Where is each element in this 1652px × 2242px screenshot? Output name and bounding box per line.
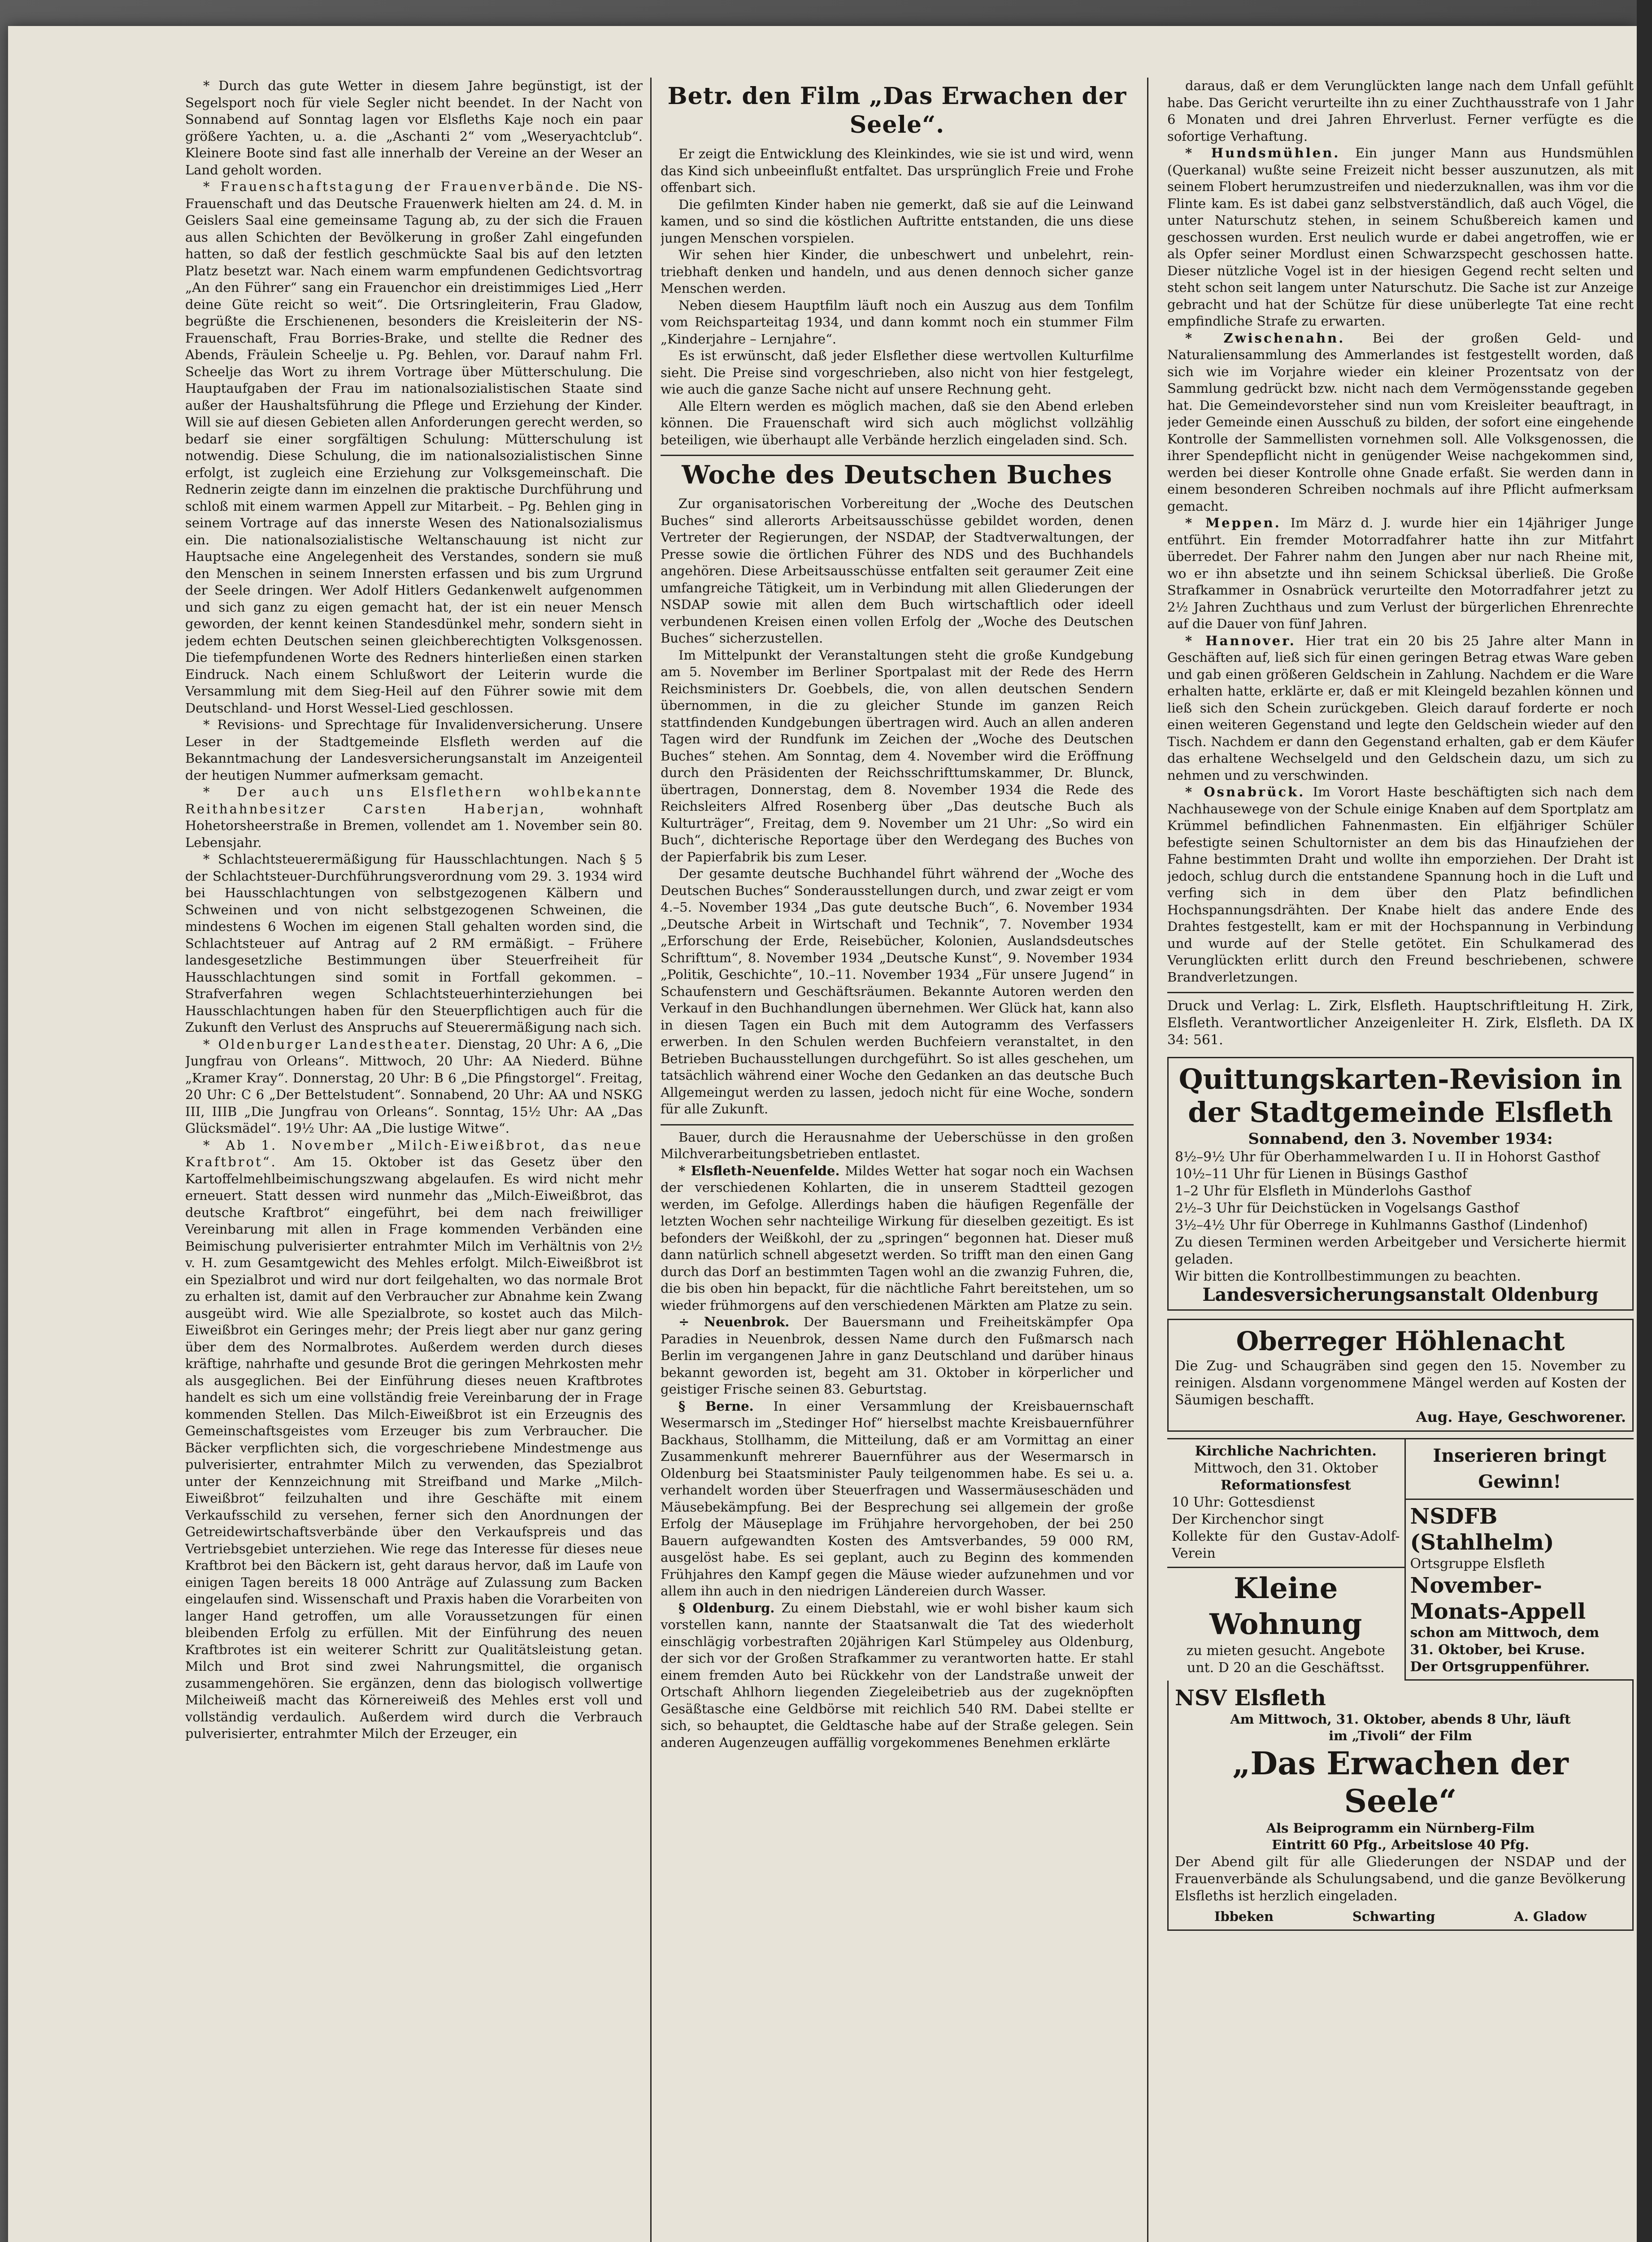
paragraph: Neben diesem Hauptfilm läuft noch ein Auszug aus dem Tonfilm vom Reichsparteitag 1934, und dann kommt noch ein stummer Film „Kinderjahre – Lernjahre“. (661, 297, 1134, 347)
paragraph: * Hannover. Hier trat ein 20 bis 25 Jahre alter Mann in Geschäften auf, ließ sich für einen geringen Betrag etwas Ware geben und gab einen größeren Geldschein in Zahlung. Nachdem er die Ware erhalten hatte, erklärte er, daß er mit Kleingeld bezahlen können und ließ sich den Schein zurückgeben. Gleich darauf forderte er noch einen weiteren Gegenstand und legte den Geldschein wieder auf den Tisch. Nachdem er dann den Gegenstand erhalten, gab er dem Käufer das erhaltene Wechselgeld und den Geldschein dazu, um sich zu nehmen und zu verschwinden. (1167, 633, 1634, 783)
ad-line: Eintritt 60 Pfg., Arbeitslose 40 Pfg. (1272, 1837, 1529, 1852)
ad-title: Kleine Wohnung (1209, 1571, 1362, 1641)
ad-line: 8½–9½ Uhr für Oberhammelwarden I u. II in Hohorst Gasthof (1175, 1149, 1600, 1165)
ad-signature: Aug. Haye, Geschworener. (1416, 1408, 1626, 1425)
paragraph: * Elsfleth-Neuenfelde. Mildes Wetter hat sogar noch ein Wachsen der verschiedenen Kohlarten, die in unserem Stadtteil gezogen werden, im Gefolge. Allerdings haben die häufigen Regenfälle der letzten Wochen sehr nachteilige Wirkung für dieselben gezeitigt. Es ist befonders der Weißkohl, der zu „springen“ begonnen hat. Dieser muß dann natürlich schnell abgesetzt werden. So trifft man den einen Gang durch das Dorf an bestimmten Tagen wohl an die zwanzig Fuhren, die, die bis oben hin bepackt, für die nächtliche Fahrt bereitstehen, um so wieder frühmorgens auf den verschiedenen Märkten am Platze zu sein. (661, 1163, 1134, 1313)
ad-title: Quittungskarten-Revision in der Stadtgemeinde Elsfleth (1178, 1063, 1622, 1129)
ad-title: NSDFB (Stahlhelm) (1410, 1503, 1554, 1555)
ad-line: Der Abend gilt für alle Gliederungen der NSDAP und der Frauenverbände als Schulungsabend, und die ganze Bevölkerung Elsfleths ist herzlich eingeladen. (1175, 1854, 1626, 1904)
ad-nsv-film (1167, 1681, 1634, 1931)
paragraph: * Zwischenahn. Bei der großen Geld- und Naturaliensammlung des Ammerlandes ist festgestellt worden, daß sich wie im Vorjahre wieder ein kleiner Prozentsatz von der Sammlung gedrückt bzw. nicht nach dem Vermögensstande gegeben hat. Die Gemeindevorsteher sind nun vom Kreisleiter beauftragt, in jeder Gemeinde einen Ausschuß zu bilden, der sofort eine eingehende Kontrolle der Sammellisten vornehmen soll. Alle Volksgenossen, die ihrer Spendepflicht nicht in genügender Weise nachgekommen sind, werden bei dieser Kontrolle ohne Gnade erfaßt. Sie werden dann in einem besonderen Schreiben nochmals auf ihre Pflicht aufmerksam gemacht. (1167, 330, 1634, 514)
ad-nsdfb (1406, 1500, 1634, 1681)
book-spine (1637, 0, 1652, 2242)
paragraph: daraus, daß er dem Verunglückten lange nach dem Unfall gefühlt habe. Das Gericht verurteilte ihn zu einer Zuchthausstrafe von 1 Jahr 6 Monaten und drei Jahren Ehrverlust. Ferner verfügte es die sofortige Verhaftung. (1167, 78, 1634, 144)
ad-date: Mittwoch, den 31. Oktober (1193, 1460, 1378, 1476)
ad-column-right (1406, 1439, 1634, 1681)
newspaper-page (8, 26, 1637, 2242)
column-left (185, 78, 643, 1742)
ad-inserieren: Inserieren bringt Gewinn! (1406, 1439, 1634, 1500)
ad-line: im „Tivoli“ der Film (1329, 1728, 1472, 1743)
ad-line: 31. Oktober, bei Kruse. (1410, 1642, 1585, 1658)
ad-line: Am Mittwoch, 31. Oktober, abends 8 Uhr, läuft (1230, 1711, 1571, 1727)
ad-title: Oberreger Höhlenacht (1236, 1326, 1565, 1356)
ad-text: Die Zug- und Schaugräben sind gegen den 15. November zu reinigen. Alsdann vorgenommene Mängel werden auf Kosten der Säumigen beschafft. (1175, 1358, 1626, 1408)
ad-line: Der Kirchenchor singt (1172, 1511, 1324, 1527)
paragraph: Bauer, durch die Herausnahme der Ueberschüsse in den großen Milchverarbeitungsbetrieben entlastet. (661, 1129, 1134, 1161)
imprint: Druck und Verlag: L. Zirk, Elsfleth. Hauptschriftleitung H. Zirk, Elsfleth. Verantwortlicher Anzeigenleiter H. Zirk, Elsfleth. DA IX 34: 561. (1167, 992, 1634, 1049)
paragraph: Er zeigt die Entwicklung des Kleinkindes, wie sie ist und wird, wenn das Kind sich unbeeinflußt entfaltet. Das ursprünglich Freie und Frohe offenbart sich. (661, 146, 1134, 195)
paragraph: * Osnabrück. Im Vorort Haste beschäftigten sich nach dem Nachhausewege von der Schule einige Knaben auf dem Sportplatz am Krümmel befindlichen Fahnenmasten. Ein elfjähriger Schüler befestigte seinen Schultornister an dem bis das Hinaufziehen der Fahne bestimmten Draht und wollte ihn emporziehen. Der Draht ist jedoch, schlug durch die entstandene Spannung hoch in die Luft und verfing sich in dem über den Platz befindlichen Hochspannungsdrähten. Der Knabe hielt das andere Ende des Drahtes festgestellt, kam er mit der Hochspannung in Verbindung und wurde auf der Stelle getötet. Ein Schulkamerad des Verunglückten erlitt durch den Freund beschriebenen, schwere Brandverletzungen. (1167, 784, 1634, 985)
column-middle (661, 78, 1134, 1751)
ad-line: unt. D 20 an die Geschäftsst. (1187, 1660, 1385, 1676)
ad-line: schon am Mittwoch, dem (1410, 1625, 1600, 1641)
paragraph: Die gefilmten Kinder haben nie gemerkt, daß sie auf die Leinwand kamen, und so sind die köstlichen Auftritte entstanden, die uns diese jungen Menschen vorspielen. (661, 196, 1134, 246)
ad-line: Kollekte für den Gustav-Adolf-Verein (1172, 1528, 1400, 1561)
ad-grid (1167, 1438, 1634, 1681)
ad-line: Der Ortsgruppenführer. (1410, 1659, 1590, 1675)
ad-line: zu mieten gesucht. Angebote (1186, 1642, 1385, 1659)
ad-line: 3½–4½ Uhr für Oberrege in Kuhlmanns Gasthof (Lindenhof) (1175, 1217, 1588, 1233)
column-rule-2 (1147, 78, 1148, 2242)
ad-event: Reformationsfest (1220, 1477, 1351, 1493)
paragraph: Alle Eltern werden es möglich machen, daß sie den Abend erleben können. Die Frauenschaft wird sich auch möglichst vollzählig beteiligen, wie überhaupt alle Verbände herzlich eingeladen sind. Sch. (661, 398, 1134, 448)
ad-line: Ortsgruppe Elsfleth (1410, 1555, 1545, 1572)
paragraph: § Oldenburg. Zu einem Diebstahl, wie er wohl bisher kaum sich vorstellen kann, nannte der Staatsanwalt die Tat des wiederholt einschlägig vorbestraften 20jährigen Karl Stümpeley aus Oldenburg, der sich vor der Großen Strafkammer zu verantworten hatte. Er stahl einem fremden Auto bei Rückkehr von der Landstraße unweit der Ortschaft Ahlhorn liegenden Ziegeleibetrieb aus der zugeknöpften Gesäßtasche eine Geldbörse mit reichlich 540 RM. Dabei stellte er sich, so behauptet, die Geldtasche habe auf der Straße gelegen. Sein anderen Augenzeugen auffällig vorgekommenes Benehmen erklärte (661, 1600, 1134, 1750)
ad-title: Kirchliche Nachrichten. (1195, 1443, 1377, 1459)
ad-line: 2½–3 Uhr für Deichstücken in Vogelsangs Gasthof (1175, 1200, 1519, 1216)
paragraph: Zur organisatorischen Vorbereitung der „Woche des Deutschen Buches“ sind allerorts Arbeitsausschüsse gebildet worden, denen Vertreter der Regierungen, der NSDAP, der Stadtverwaltungen, der Presse sowie die örtlichen Führer des NDS und des Buchhandels angehören. Diese Arbeitsausschüsse entfalten seit geraumer Zeit eine umfangreiche Tätigkeit, um in Verbindung mit allen Gliederungen der NSDAP sowie mit allen dem Buch wirtschaftlich oder ideell verbundenen Kreisen einen vollen Erfolg der „Woche des Deutschen Buches“ sicherzustellen. (661, 496, 1134, 646)
ad-date: Sonnabend, den 3. November 1934: (1248, 1130, 1553, 1148)
paragraph: Wir sehen hier Kinder, die unbeschwert und unbelehrt, rein-triebhaft denken und handeln, und aus denen dennoch sicher ganze Menschen werden. (661, 247, 1134, 296)
paragraph: * Frauenschaftstagung der Frauenverbände. Die NS-Frauenschaft und das Deutsche Frauenwerk hielten am 24. d. M. in Geislers Saal eine gemeinsame Tagung ab, zu der sich die Frauen aus allen Schichten der Bevölkerung in großer Zahl eingefunden hatten, so daß der festlich geschmückte Saal bis auf den letzten Platz besetzt war. Nach einem warm empfundenen Gedichtsvortrag „An den Führer“ sang ein Frauenchor ein dreistimmiges Lied „Herr deine Güte reicht so weit“. Die Ortsringleiterin, Frau Gladow, begrüßte die Erschienenen, besonders die Kreisleiterin der NS-Frauenschaft, Frau Borries-Brake, und stellte die Redner des Abends, Fräulein Scheelje u. Pg. Behlen, vor. Darauf nahm Frl. Scheelje das Wort zu ihrem Vortrage über Mütterschulung. Die Hauptaufgaben der Frau im nationalsozialistischen Staate sind außer der Haushaltsführung die Pflege und Erziehung der Kinder. Will sie auf diesen Gebieten allen Anforderungen gerecht werden, so bedarf sie einer sorgfältigen Schulung: Mütterschulung ist notwendig. Diese Schulung, die im nationalsozialistischen Sinne erfolgt, ist zugleich eine Erziehung zur Volksgemeinschaft. Die Rednerin zeigte dann im einzelnen die praktische Durchführung und schloß mit einem warmen Appell zur Mitarbeit. – Pg. Behlen ging in seinem Vortrage auf das innerste Wesen des Nationalsozialismus ein. Die nationalsozialistische Weltanschauung ist nicht zur Hauptsache eine Angelegenheit des Verstandes, sondern sie muß den Menschen in seinem Innersten erfassen und bis zum Urgrund der Seele dringen. Wer Adolf Hitlers Gedankenwelt aufgenommen und sich ganz zu eigen gemacht hat, der ist ein neuer Mensch geworden, der kennt keinen Standesdünkel mehr, sondern sieht in jedem echten Deutschen seinen gleichberechtigten Volksgenossen. Die tiefempfundenen Worte des Redners hinterließen einen starken Eindruck. Nach einem Schlußwort der Leiterin wurde die Versammlung mit dem Sieg-Heil auf den Führer sowie mit dem Deutschland- und Horst Wessel-Lied geschlossen. (185, 179, 643, 716)
ad-film-title: „Das Erwachen der Seele“ (1232, 1744, 1569, 1820)
paragraph: * Meppen. Im März d. J. wurde hier ein 14jähriger Junge entführt. Ein fremder Motorradfahrer hatte ihn zur Mitfahrt überredet. Der Fahrer nahm den Jungen aber nur nach Rheine mit, wo er ihn absetzte und ihn seinem Schicksal überließ. Die Große Strafkammer in Osnabrück verurteilte den Motorradfahrer jetzt zu 2½ Jahren Zuchthaus und zum Verlust der bürgerlichen Ehrenrechte auf die Dauer von fünf Jahren. (1167, 515, 1634, 631)
ad-signature: Landesversicherungsanstalt Oldenburg (1202, 1284, 1599, 1305)
ad-title: November-Monats-Appell (1410, 1573, 1586, 1624)
column-rule-1 (650, 78, 652, 2242)
paragraph: * Oldenburger Landestheater. Dienstag, 20 Uhr: A 6, „Die Jungfrau von Orleans“. Mittwoch, 20 Uhr: AA Niederd. Bühne „Kramer Kray“. Donnerstag, 20 Uhr: B 6 „Die Pfingstorgel“. Freitag, 20 Uhr: C 6 „Der Bettelstudent“. Sonnabend, 20 Uhr: AA und NSKG III, IIIB „Die Jungfrau von Orleans“. Sonntag, 15½ Uhr: AA „Das Glücksmädel“. 19½ Uhr: AA „Die lustige Witwe“. (185, 1036, 643, 1136)
ad-kirche (1167, 1439, 1406, 1681)
ad-line: 10 Uhr: Gottesdienst (1172, 1494, 1315, 1510)
ad-quittungskarten (1167, 1057, 1634, 1311)
paragraph: * Ab 1. November „Milch-Eiweißbrot, das neue Kraftbrot“. Am 15. Oktober ist das Gesetz über den Kartoffelmehlbeimischungszwang abgelaufen. Es wird nicht mehr erneuert. Statt dessen wird nunmehr das „Milch-Eiweißbrot, das deutsche Kraftbrot“ eingeführt, bei dem nach freiwilliger Vereinbarung mit allen in Frage kommenden Verbänden eine Beimischung pulverisierter entrahmter Milch im Verhältnis von 2½ v. H. zum Gesamtgewicht des Mehles erfolgt. Milch-Eiweißbrot ist ein Spezialbrot und wird nur dort feilgehalten, wo das normale Brot zu erhalten ist, damit auf den Verbraucher zur Abnahme kein Zwang ausgeübt wird. Wie alle Spezialbrote, so kostet auch das Milch-Eiweißbrot ein Geringes mehr; der Preis liegt aber nur ganz gering über dem des Normalbrotes. Außerdem werden durch dieses kräftige, nahrhafte und gesunde Brot die geringen Mehrkosten mehr als ausgeglichen. Bei der Einführung dieses neuen Kraftbrotes handelt es sich um eine vollständig freie Vereinbarung der in Frage kommenden Stellen. Das Milch-Eiweißbrot ist ein Erzeugnis des Gemeinschaftsgeistes vom Erzeuger bis zum Verbraucher. Die Bäcker verpflichten sich, die vorgeschriebene Mindestmenge aus pulverisierter, entrahmter Milch zu verwenden, das Spezialbrot unter der Kennzeichnung mit Streifband und Marke „Milch-Eiweißbrot“ feilzuhalten und ihre Geschäfte mit einem Verkaufsschild zu versehen, ferner sich den Anordnungen der Getreidewirtschaftsverbände über den Verkaufspreis und das Vertriebsgebiet unterziehen. Wie rege das Interesse für dieses neue Kraftbrot bei den Bäckern ist, geht daraus hervor, daß im Laufe von einigen Tagen bereits 18 000 Anträge auf Zulassung zum Backen eingelaufen sind. Wissenschaft und Praxis haben die Vorarbeiten von langer Hand getroffen, um alle Voraussetzungen für einen bleibenden Erfolg zu erfüllen. Mit der Einführung des neuen Kraftbrotes ist ein weiterer Schritt zur Qualitätsleistung getan. Milch und Brot sind zwei Nahrungsmittel, die organisch zusammengehören. Sie ergänzen, denn das biologisch vollwertige Milcheiweiß macht das Körnereiweiß des Mehles erst voll und vollständig verdaulich. Außerdem wird durch die Verbrauch pulverisierter, entrahmter Milch der Erzeuger, ein (185, 1137, 643, 1741)
ad-signatures: Ibbeken Schwarting A. Gladow (1214, 1908, 1587, 1924)
paragraph: § Berne. In einer Versammlung der Kreisbauernschaft Wesermarsch im „Stedinger Hof“ hierselbst machte Kreisbauernführer Backhaus, Stollhamm, die Mitteilung, daß er am Vormittag an einer Zusammenkunft mehrerer Bauernführer aus der Wesermarsch in Oldenburg bei Staatsminister Pauly teilgenommen habe. Es sei u. a. verhandelt worden über Steuerfragen und Wassermäuseschäden und Mäusebekämpfung. Bei der Besprechung sei allgemein der große Erfolg der Mäuseplage im Frühjahre hervorgehoben, der bei 250 Bauern aufgewandten Kosten des Amtsverbandes, 59 000 RM, ausgelöst habe. Es sei geplant, auch zu Beginn des kommenden Frühjahres den Kampf gegen die Mäuse wieder aufzunehmen und vor allem ihn auch in den niedrigen Ländereien durch Wasser. (661, 1398, 1134, 1599)
ad-line: 10½–11 Uhr für Lienen in Büsings Gasthof (1175, 1166, 1468, 1182)
ad-hoehlenacht (1167, 1319, 1634, 1432)
column-right (1167, 78, 1634, 1931)
ad-line: Wir bitten die Kontrollbestimmungen zu beachten. (1175, 1269, 1521, 1284)
ad-title: NSV Elsfleth (1175, 1685, 1326, 1711)
headline-buchwoche: Woche des Deutschen Buches (682, 460, 1113, 490)
paragraph: Der gesamte deutsche Buchhandel führt während der „Woche des Deutschen Buches“ Sonderausstellungen durch, und zwar zeigt er vom 4.–5. November 1934 „Das gute deutsche Buch“, 6. November 1934 „Deutsche Arbeit in Wirtschaft und Technik“, 7. November 1934 „Erforschung der Erde, Reisebücher, Kolonien, Auslandsdeutsches Schrifttum“, 8. November 1934 „Deutsche Kunst“, 9. November 1934 „Politik, Geschichte“, 10.–11. November 1934 „Für unsere Jugend“ in Schaufenstern und Geschäftsräumen. Bekannte Autoren werden den Verkauf in den Buchhandlungen übernehmen. Wer Glück hat, kann also in diesen Tagen ein Buch mit dem Autogramm des Verfassers erwerben. In den Schulen werden Buchfeiern veranstaltet, in den Betrieben Buchausstellungen durchgeführt. So ist alles geschehen, um tatsächlich während einer Woche den Gedanken an das deutsche Buch Allgemeingut werden zu lassen, jedoch nicht für eine Woche, sondern für alle Zukunft. (661, 866, 1134, 1117)
ad-line: Als Beiprogramm ein Nürnberg-Film (1266, 1820, 1535, 1836)
paragraph: * Revisions- und Sprechtage für Invalidenversicherung. Unsere Leser in der Stadtgemeinde Elsfleth werden auf die Bekanntmachung der Landesversicherungsanstalt im Anzeigenteil der heutigen Nummer aufmerksam gemacht. (185, 717, 643, 783)
paragraph: ÷ Neuenbrok. Der Bauersmann und Freiheitskämpfer Opa Paradies in Neuenbrok, dessen Name durch den Fußmarsch nach Berlin im vergangenen Jahre in ganz Deutschland und darüber hinaus bekannt geworden ist, begeht am 31. Oktober in körperlicher und geistiger Frische seinen 83. Geburtstag. (661, 1314, 1134, 1397)
ad-line: Zu diesen Terminen werden Arbeitgeber und Versicherte hiermit geladen. (1175, 1234, 1626, 1267)
ad-line: 1–2 Uhr für Elsfleth in Münderlohs Gasthof (1175, 1183, 1471, 1199)
headline-film: Betr. den Film „Das Erwachen der Seele“. (667, 83, 1127, 139)
paragraph: * Durch das gute Wetter in diesem Jahre begünstigt, ist der Segelsport noch für viele Segler nicht beendet. In der Nacht von Sonnabend auf Sonntag lagen vor Elsfleths Kaje noch ein paar größere Yachten, u. a. die „Aschanti 2“ vom „Weseryachtclub“. Kleinere Boote sind fast alle innerhalb der Vereine an der Weser an Land geholt worden. (185, 78, 643, 178)
paragraph: * Der auch uns Elsflethern wohlbekannte Reithahnbesitzer Carsten Haberjan, wohnhaft Hohetorsheerstraße in Bremen, vollendet am 1. November sein 80. Lebensjahr. (185, 784, 643, 850)
paragraph: * Schlachtsteuerermäßigung für Hausschlachtungen. Nach § 5 der Schlachtsteuer-Durchführungsverordnung vom 29. 3. 1934 wird bei Hausschlachtungen von selbstgezogenen Kälbern und Schweinen und von nicht selbstgezogenen Schweinen, die mindestens 6 Wochen im eigenen Stall gehalten worden sind, die Schlachtsteuer auf Antrag auf 2 RM ermäßigt. – Frühere landesgesetzliche Bestimmungen über Steuerfreiheit für Hausschlachtungen sind somit in Fortfall gekommen. – Strafverfahren wegen Schlachtsteuerhinterziehungen bei Hausschlachtungen haben für den Steuerpflichtigen auch für die Zukunft den Verlust des Anspruchs auf Steuerermäßigung nach sich. (185, 852, 643, 1035)
paragraph: Es ist erwünscht, daß jeder Elsflether diese wertvollen Kulturfilme sieht. Die Preise sind vorgeschrieben, also nicht von hier festgelegt, wie auch die ganze Sache nicht auf unsere Rechnung geht. (661, 348, 1134, 397)
paragraph: Im Mittelpunkt der Veranstaltungen steht die große Kundgebung am 5. November im Berliner Sportpalast mit der Rede des Herrn Reichsministers Dr. Goebbels, die, von allen deutschen Sendern übernommen, in die zu gleicher Stunde im ganzen Reich stattfindenden Kundgebungen übertragen wird. Auch an allen anderen Tagen wird der Rundfunk im Zeichen der „Woche des Deutschen Buches“ stehen. Am Sonntag, dem 4. November wird die Eröffnung durch den Präsidenten der Reichsschrifttumskammer, Dr. Blunck, übertragen, Donnerstag, dem 8. November 1934 die Rede des Reichsleiters Alfred Rosenberg über „Das deutsche Buch als Kulturträger“, Freitag, dem 9. November um 21 Uhr: „So wird ein Buch“, dichterische Reportage über den Werdegang des Buches von der Papierfabrik bis zum Leser. (661, 647, 1134, 865)
paragraph: * Hundsmühlen. Ein junger Mann aus Hundsmühlen (Querkanal) wußte seine Freizeit nicht besser auszunutzen, als mit seinem Flobert herumzustreifen und niederzuknallen, was ihm vor die Flinte kam. Es ist dabei ganz selbstverständlich, daß auch Vögel, die unter Naturschutz stehen, in seinem Schußbereich kamen und geschossen wurden. Erst neulich wurde er dabei angetroffen, wie er als Opfer seiner Mordlust einen Schwarzspecht geschossen hatte. Dieser nützliche Vogel ist in der hiesigen Gegend recht selten und steht schon seit langem unter Naturschutz. Die Sache ist zur Anzeige gebracht und hat der Schütze für diese unüberlegte Tat eine recht empfindliche Strafe zu erwarten. (1167, 145, 1634, 329)
